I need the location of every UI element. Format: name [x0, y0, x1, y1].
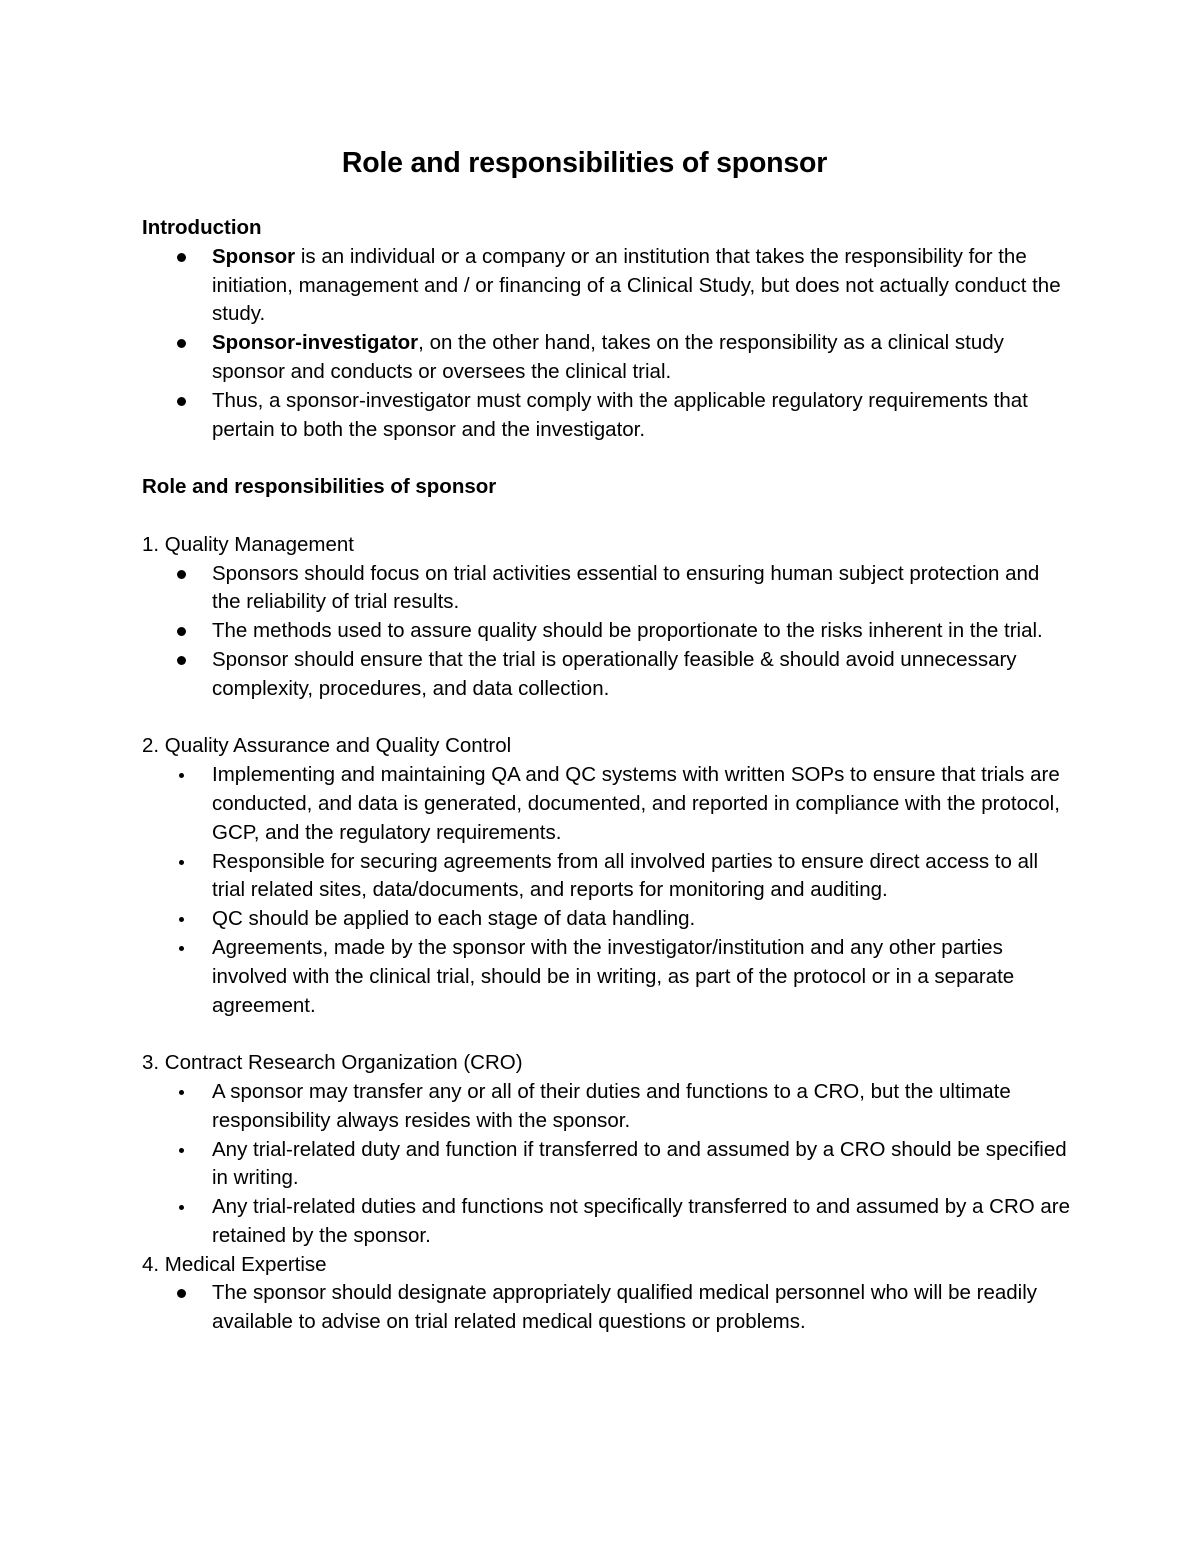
section-title-quality-management: 1. Quality Management [142, 532, 354, 556]
list-item [142, 1136, 1072, 1194]
list-item-text: , on the other hand, takes on the responsibility as a clinical study sponsor and conducts or oversees the clinical trial. [212, 331, 1004, 383]
section-list [142, 1279, 1072, 1337]
intro-list [142, 243, 1072, 445]
list-item [142, 646, 1072, 704]
term-sponsor: Sponsor [212, 244, 296, 268]
spacer [142, 704, 1072, 733]
list-item-text: Agreements, made by the sponsor with the investigator/institution and any other parties involved with the clinical trial, should be in writing, as part of the protocol or in a separate agreement. [212, 935, 1015, 1017]
document-body [142, 214, 1072, 1337]
list-item-text: Responsible for securing agreements from all involved parties to ensure direct access to all trial related sites, data/documents, and reports for monitoring and auditing. [212, 849, 1039, 902]
list-item [142, 387, 1072, 445]
list-item-text: Implementing and maintaining QA and QC systems with written SOPs to ensure that trials are conducted, and data is generated, documented, and reported in compliance with the protocol, GCP, and the regulatory requirements. [212, 763, 1060, 844]
list-item [142, 329, 1072, 387]
list-item-text: Thus, a sponsor-investigator must comply with the applicable regulatory requirements that pertain to both the sponsor and the investigator. [212, 388, 1028, 441]
list-item-text: Sponsor should ensure that the trial is operationally feasible & should avoid unnecessary complexity, procedures, and data collection. [212, 647, 1017, 700]
intro-heading: Introduction [142, 216, 262, 239]
document-title: Role and responsibilities of sponsor [341, 147, 828, 179]
list-item-text: The sponsor should designate appropriately qualified medical personnel who will be readily available to advise on trial related medical questions or problems. [212, 1281, 1038, 1334]
list-item-text: is an individual or a company or an institution that takes the responsibility for the initiation, management and / or financing of a Clinical Study, but does not actually conduct the study. [212, 244, 1061, 326]
list-item [142, 905, 1072, 934]
spacer [142, 1020, 1072, 1049]
section-list [142, 1078, 1072, 1251]
list-item [142, 243, 1072, 329]
section-list [142, 560, 1072, 704]
list-item-text: QC should be applied to each stage of data handling. [212, 907, 696, 931]
list-item-text: Any trial-related duties and functions not specifically transferred to and assumed by a CRO are retained by the sponsor. [212, 1195, 1071, 1247]
roles-heading: Role and responsibilities of sponsor [142, 475, 497, 499]
section-list [142, 761, 1072, 1020]
list-item [142, 934, 1072, 1020]
list-item [142, 761, 1072, 847]
list-item [142, 617, 1072, 646]
list-item [142, 848, 1072, 906]
list-item [142, 1279, 1072, 1337]
list-item-text: Any trial-related duty and function if transferred to and assumed by a CRO should be specified in writing. [212, 1137, 1067, 1190]
term-sponsor-investigator: Sponsor-investigator [212, 331, 419, 355]
spacer [142, 444, 1072, 473]
list-item [142, 1078, 1072, 1136]
section-title-qa-qc: 2. Quality Assurance and Quality Control [142, 734, 512, 758]
list-item [142, 1193, 1072, 1251]
list-item-text: The methods used to assure quality should be proportionate to the risks inherent in the trial. [212, 619, 1043, 643]
list-item-text: Sponsors should focus on trial activities essential to ensuring human subject protection and the reliability of trial results. [212, 561, 1040, 614]
spacer [142, 502, 1072, 531]
list-item-text: A sponsor may transfer any or all of their duties and functions to a CRO, but the ultimate responsibility always resides with the sponsor. [212, 1079, 1011, 1132]
section-title-medical-expertise: 4. Medical Expertise [142, 1252, 327, 1276]
section-title-cro: 3. Contract Research Organization (CRO) [142, 1051, 523, 1075]
list-item [142, 560, 1072, 618]
